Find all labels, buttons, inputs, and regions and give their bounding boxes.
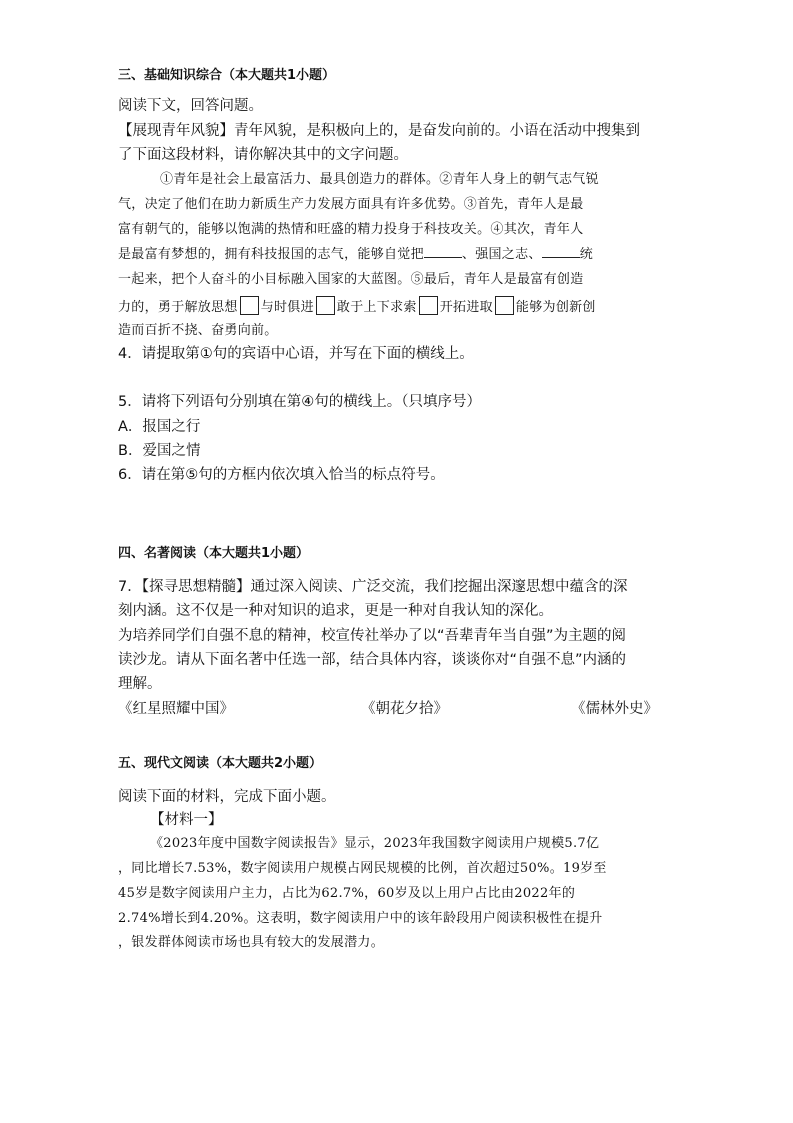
punctuation-box-2[interactable] <box>316 296 335 315</box>
question-7-line1: 7．【探寻思想精髓】通过深入阅读、广泛交流，我们挖掘出深邃思想中蕴含的深 <box>118 579 628 595</box>
material-line3: 45岁是数字阅读用户主力，占比为62.7%，60岁及以上用户占比由2022年的 <box>118 886 576 901</box>
section3-intro: 阅读下文，回答问题。 <box>118 98 263 114</box>
section5-heading: 五、现代文阅读（本大题共2小题） <box>118 756 323 771</box>
section5-intro: 阅读下面的材料，完成下面小题。 <box>118 789 336 805</box>
material-line1: 《2023年度中国数字阅读报告》显示，2023年我国数字阅读用户规模5.7亿 <box>150 836 600 851</box>
blank-line-1[interactable] <box>424 245 462 258</box>
passage-line6-part1: 力的，勇于解放思想 <box>118 300 238 315</box>
book-option-3: 《儒林外史》 <box>571 701 658 717</box>
option-b: B．爱国之情 <box>118 443 201 459</box>
material-line4: 2.74%增长到4.20%。这表明，数字阅读用户中的该年龄段用户阅读积极性在提升 <box>118 911 603 926</box>
section3-lead-line1: 【展现青年风貌】青年风貌，是积极向上的，是奋发向前的。小语在活动中搜集到 <box>118 123 640 139</box>
passage-line5: 一起来，把个人奋斗的小目标融入国家的大蓝图。⑤最后，青年人是最富有创造 <box>118 272 584 287</box>
material-label: 【材料一】 <box>150 812 223 828</box>
section3-heading: 三、基础知识综合（本大题共1小题） <box>118 68 336 83</box>
book-option-2: 《朝花夕拾》 <box>361 701 448 717</box>
passage-line6-part4: 开拓进取 <box>439 300 493 315</box>
material-line2: ，同比增长7.53%，数字阅读用户规模占网民规模的比例，首次超过50%。19岁至 <box>118 861 607 876</box>
passage-line4-part3: 统 <box>579 247 594 262</box>
passage-line6-part3: 敢于上下求索 <box>336 300 417 315</box>
blank-line-2[interactable] <box>542 245 580 258</box>
section3-lead-line2: 了下面这段材料，请你解决其中的文字问题。 <box>118 147 408 163</box>
option-a: A．报国之行 <box>118 419 201 435</box>
punctuation-box-1[interactable] <box>240 296 259 315</box>
book-option-1: 《红星照耀中国》 <box>118 701 234 717</box>
section4-heading: 四、名著阅读（本大题共1小题） <box>118 546 310 561</box>
passage-line4-part1: 是最富有梦想的，拥有科技报国的志气，能够自觉把 <box>118 247 424 262</box>
passage-line4 <box>118 245 593 265</box>
punctuation-box-4[interactable] <box>495 296 514 315</box>
question-6: 6．请在第⑤句的方框内依次填入恰当的标点符号。 <box>118 467 445 483</box>
question-7-line5: 理解。 <box>118 676 162 692</box>
passage-line4-part2: 、强国之志、 <box>461 247 542 262</box>
passage-line3: 富有朝气的，能够以饱满的热情和旺盛的精力投身于科技攻关。④其次，青年人 <box>118 222 584 237</box>
material-line5: ，银发群体阅读市场也具有较大的发展潜力。 <box>118 935 385 950</box>
question-7-line2: 刻内涵。这不仅是一种对知识的追求，更是一种对自我认知的深化。 <box>118 603 553 619</box>
passage-line1: ①青年是社会上最富活力、最具创造力的群体。②青年人身上的朝气志气锐 <box>160 172 599 187</box>
passage-line6-part2: 与时俱进 <box>260 300 314 315</box>
punctuation-box-3[interactable] <box>419 296 438 315</box>
passage-line7: 造而百折不挠、奋勇向前。 <box>118 323 278 338</box>
question-5: 5．请将下列语句分别填在第④句的横线上。（只填序号） <box>118 394 481 410</box>
passage-line6-part5: 能够为创新创 <box>515 300 596 315</box>
question-7-line3: 为培养同学们自强不息的精神，校宣传社举办了以“吾辈青年当自强”为主题的阅 <box>118 628 627 644</box>
question-4: 4．请提取第①句的宾语中心语，并写在下面的横线上。 <box>118 346 474 362</box>
passage-line2: 气，决定了他们在助力新质生产力发展方面具有许多优势。③首先，青年人是最 <box>118 197 584 212</box>
passage-line6 <box>118 296 596 318</box>
question-7-line4: 读沙龙。请从下面名著中任选一部，结合具体内容，谈谈你对“自强不息”内涵的 <box>118 652 627 668</box>
